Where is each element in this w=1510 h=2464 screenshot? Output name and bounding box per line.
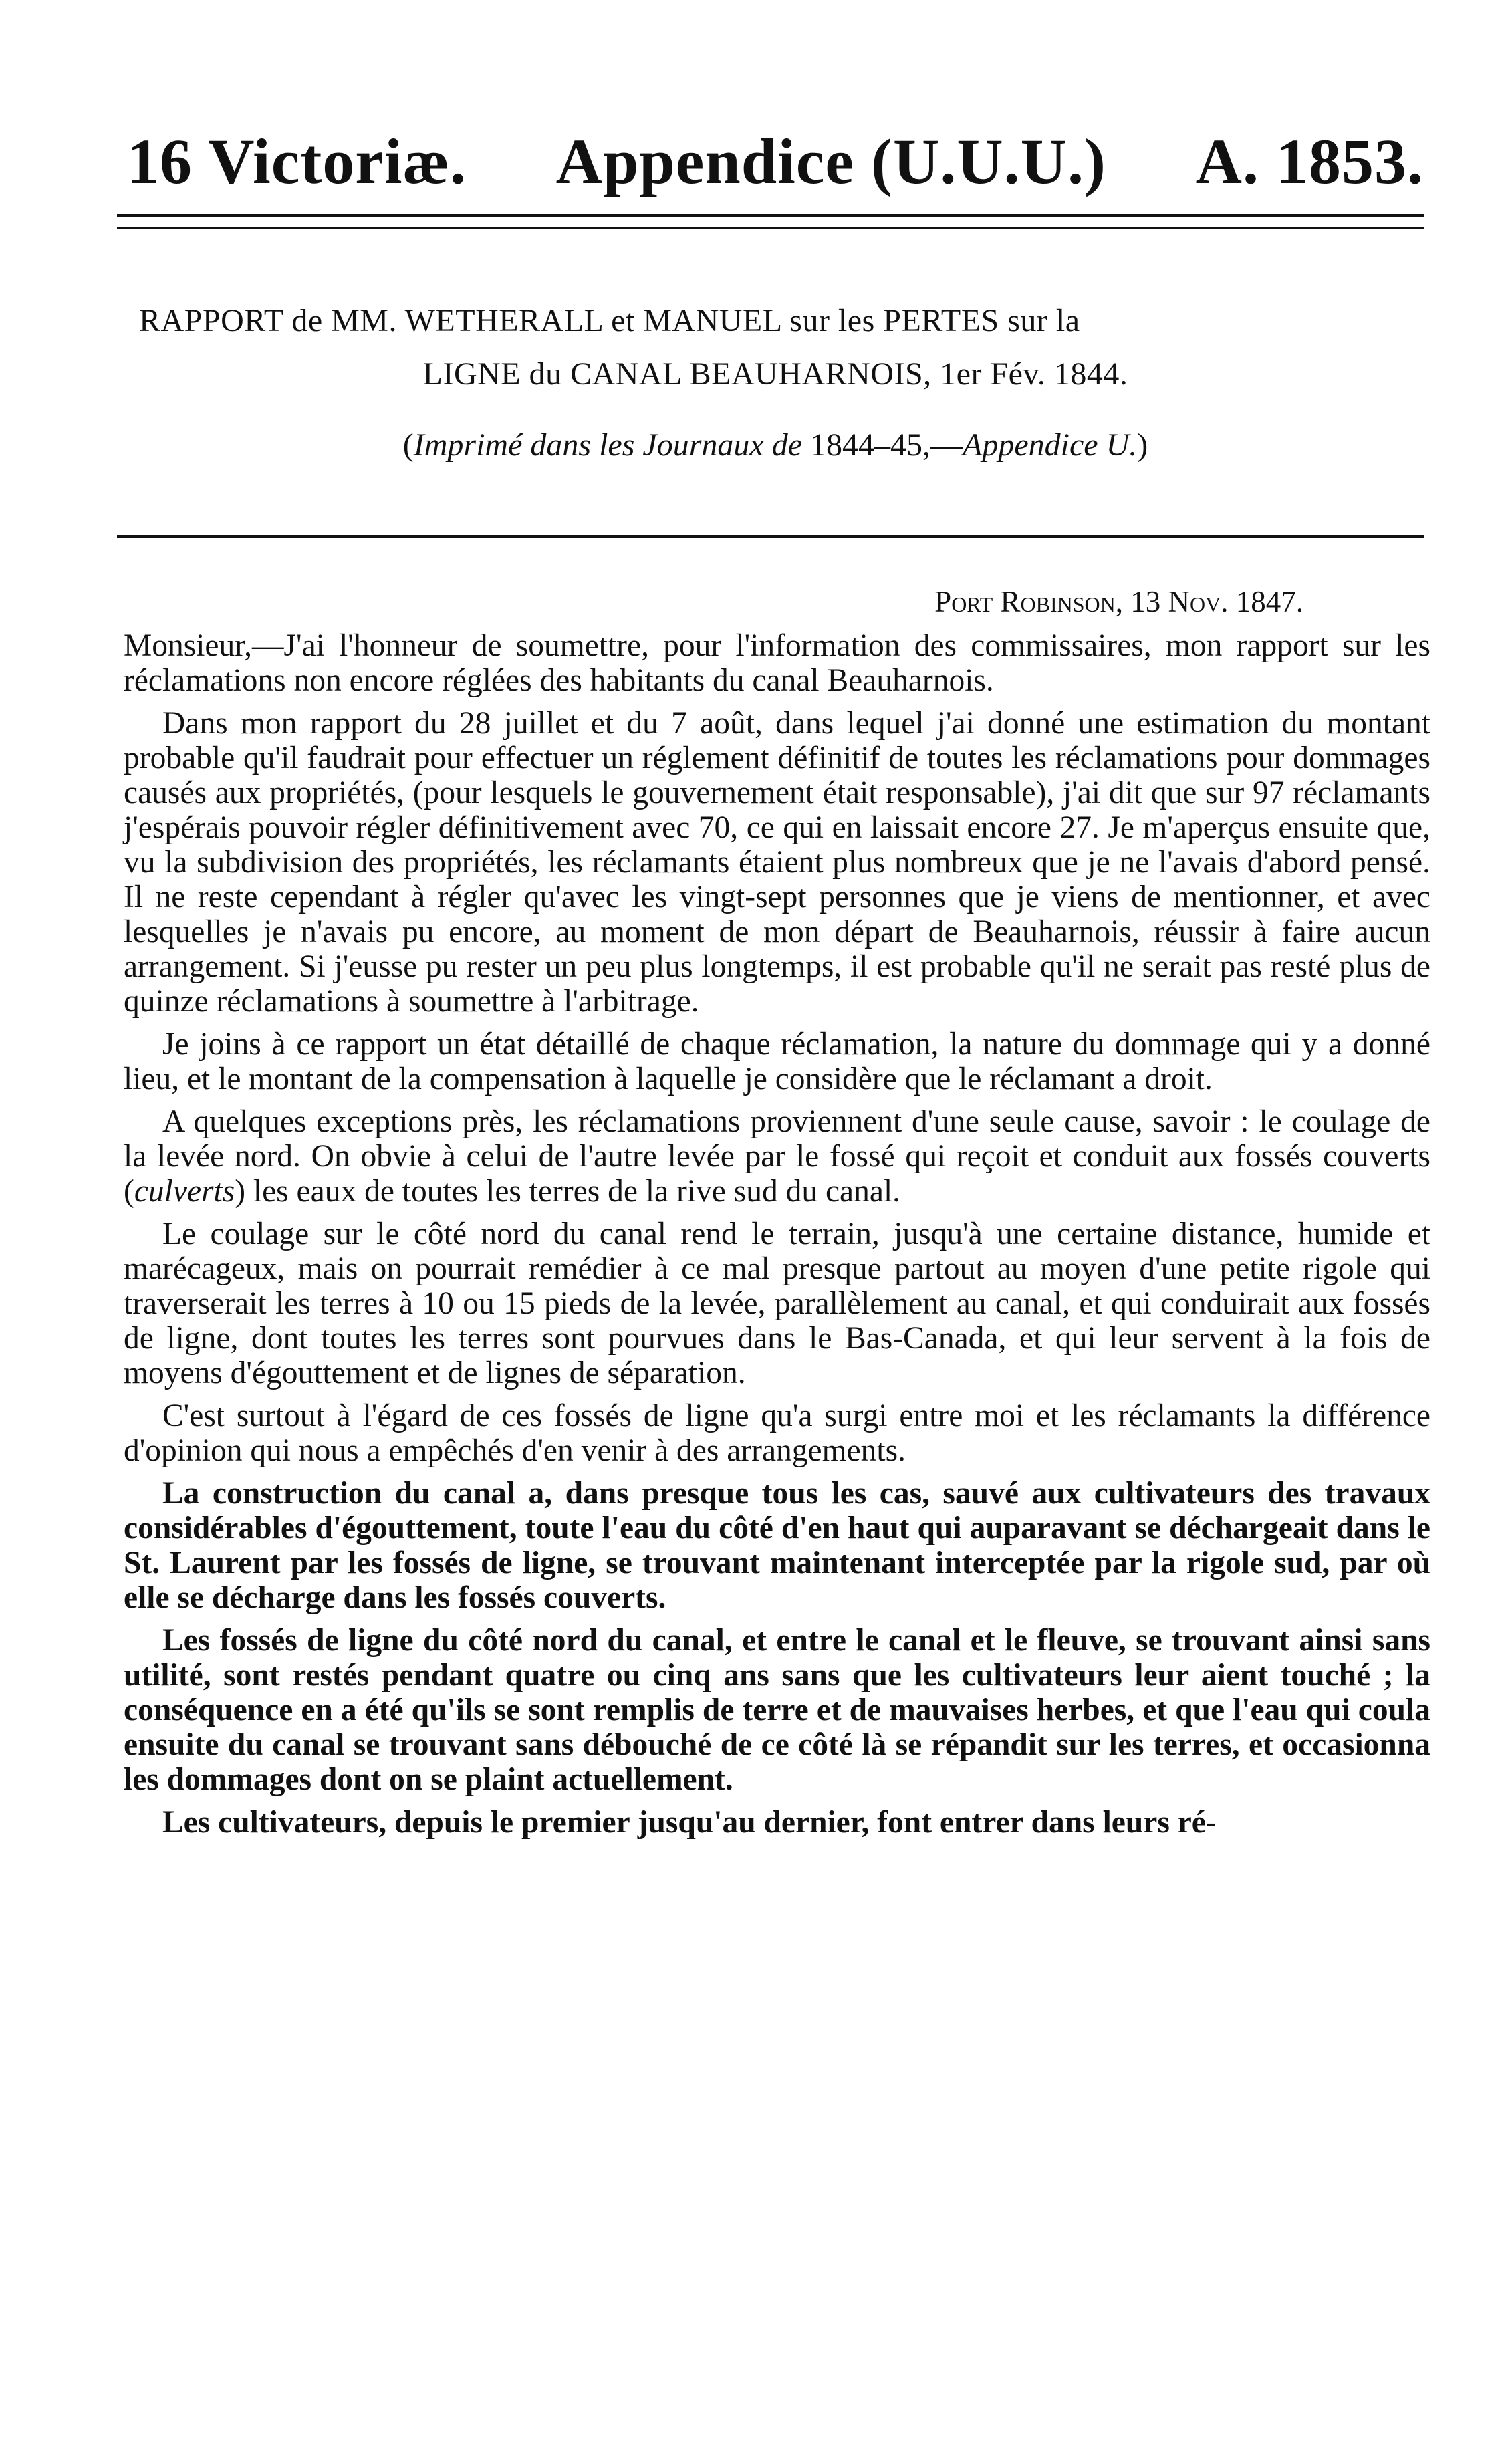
dateline: Port Robinson, 13 Nov. 1847.	[934, 585, 1303, 618]
paragraph-salutation: Monsieur,—J'ai l'honneur de soumettre, pour l'information des commissaires, mon rapport sur les réclamations non encore réglées des habitants du canal Beauharnois.	[124, 628, 1430, 698]
report-title	[127, 294, 1424, 472]
paragraph-causes	[124, 1104, 1430, 1209]
paragraph-cultivators: Les cultivateurs, depuis le premier jusqu'au dernier, font entrer dans leurs ré-	[162, 1805, 1217, 1840]
title-paren-close: )	[1137, 427, 1148, 463]
header-year: A. 1853.	[1195, 126, 1424, 197]
title-line-3	[127, 418, 1424, 472]
title-paren-open: (	[402, 427, 414, 463]
paragraph-causes-part-a: A quelques exceptions près, les réclamations proviennent d'une seule cause, savoir : le coulage de la levée nord. On obvie à celui de l'autre levée par le fossé qui reçoit et conduit aux fossés couverts (	[124, 1104, 1430, 1209]
title-years: 1844–45,—	[802, 427, 963, 463]
letter-body	[124, 628, 1430, 1848]
paragraph-causes-part-b: ) les eaux de toutes les terres de la rive sud du canal.	[235, 1174, 901, 1209]
paragraph-estimation: Dans mon rapport du 28 juillet et du 7 août, dans lequel j'ai donné une estimation du montant probable qu'il faudrait pour effectuer un réglement définitif de toutes les réclamations pour dommages causés aux propriétés, (pour lesquels le gouvernement était responsable), j'ai dit que sur 97 réclamants j'espérais pouvoir régler définitivement avec 70, ce qui en laissait encore 27. Je m'aperçus ensuite que, vu la subdivision des propriétés, les réclamants étaient plus nombreux que je ne l'avais d'abord pensé. Il ne reste cependant à régler qu'avec les vingt-sept personnes que je viens de mentionner, et avec lesquelles je n'avais pu encore, au moment de mon départ de Beauharnois, réussir à faire aucun arrangement. Si j'eusse pu rester un peu plus longtemps, il est probable qu'il ne serait pas resté plus de quinze réclamations à soumettre à l'arbitrage.	[124, 706, 1430, 1019]
paragraph-north-leakage: Le coulage sur le côté nord du canal rend le terrain, jusqu'à une certaine distance, humide et marécageux, mais on pourrait remédier à ce mal presque partout au moyen d'une petite rigole qui traverserait les terres à 10 ou 15 pieds de la levée, parallèlement au canal, et qui conduirait aux fossés de ligne, dont toutes les terres sont pourvues dans le Bas-Canada, et qui leur servent à la fois de moyens d'égouttement et de lignes de séparation.	[124, 1217, 1430, 1390]
title-rule	[117, 535, 1424, 538]
header-appendix: Appendice (U.U.U.)	[555, 126, 1106, 197]
paragraph-consequences: Les fossés de ligne du côté nord du canal, et entre le canal et le fleuve, se trouvant ainsi sans utilité, sont restés pendant quatre ou cinq ans sans que les cultivateurs leur aient touché ; la conséquence en a été qu'ils se sont remplis de terre et de mauvaises herbes, et que l'eau qui coula ensuite du canal se trouvant sans débouché de ce côté là se répandit sur les terres, et occasionna les dommages dont on se plaint actuellement.	[124, 1623, 1430, 1797]
paragraph-construction: La construction du canal a, dans presque tous les cas, sauvé aux cultivateurs des travaux considérables d'égouttement, toute l'eau du côté d'en haut qui auparavant se déchargeait dans le St. Laurent par les fossés de ligne, se trouvant maintenant interceptée par la rigole sud, par où elle se décharge dans les fossés couverts.	[124, 1476, 1430, 1615]
header-session: 16 Victoriæ.	[127, 126, 467, 197]
paragraph-line-ditches: C'est surtout à l'égard de ces fossés de ligne qu'a surgi entre moi et les réclamants la différence d'opinion qui nous a empêchés d'en venir à des arrangements.	[124, 1398, 1430, 1468]
title-italic-appendix: Appendice U.	[963, 427, 1138, 463]
running-header	[127, 100, 1424, 197]
header-double-rule	[117, 214, 1424, 229]
title-line-1: RAPPORT de MM. WETHERALL et MANUEL sur les PERTES sur la	[139, 303, 1080, 338]
paragraph-annexed-statement: Je joins à ce rapport un état détaillé de chaque réclamation, la nature du dommage qui y a donné lieu, et le montant de la compensation à laquelle je considère que le réclamant a droit.	[124, 1027, 1430, 1096]
title-italic-journaux: Imprimé dans les Journaux de	[413, 427, 802, 463]
title-line-2: LIGNE du CANAL BEAUHARNOIS, 1er Fév. 1844.	[422, 356, 1128, 392]
paragraph-causes-culverts: culverts	[134, 1174, 235, 1209]
